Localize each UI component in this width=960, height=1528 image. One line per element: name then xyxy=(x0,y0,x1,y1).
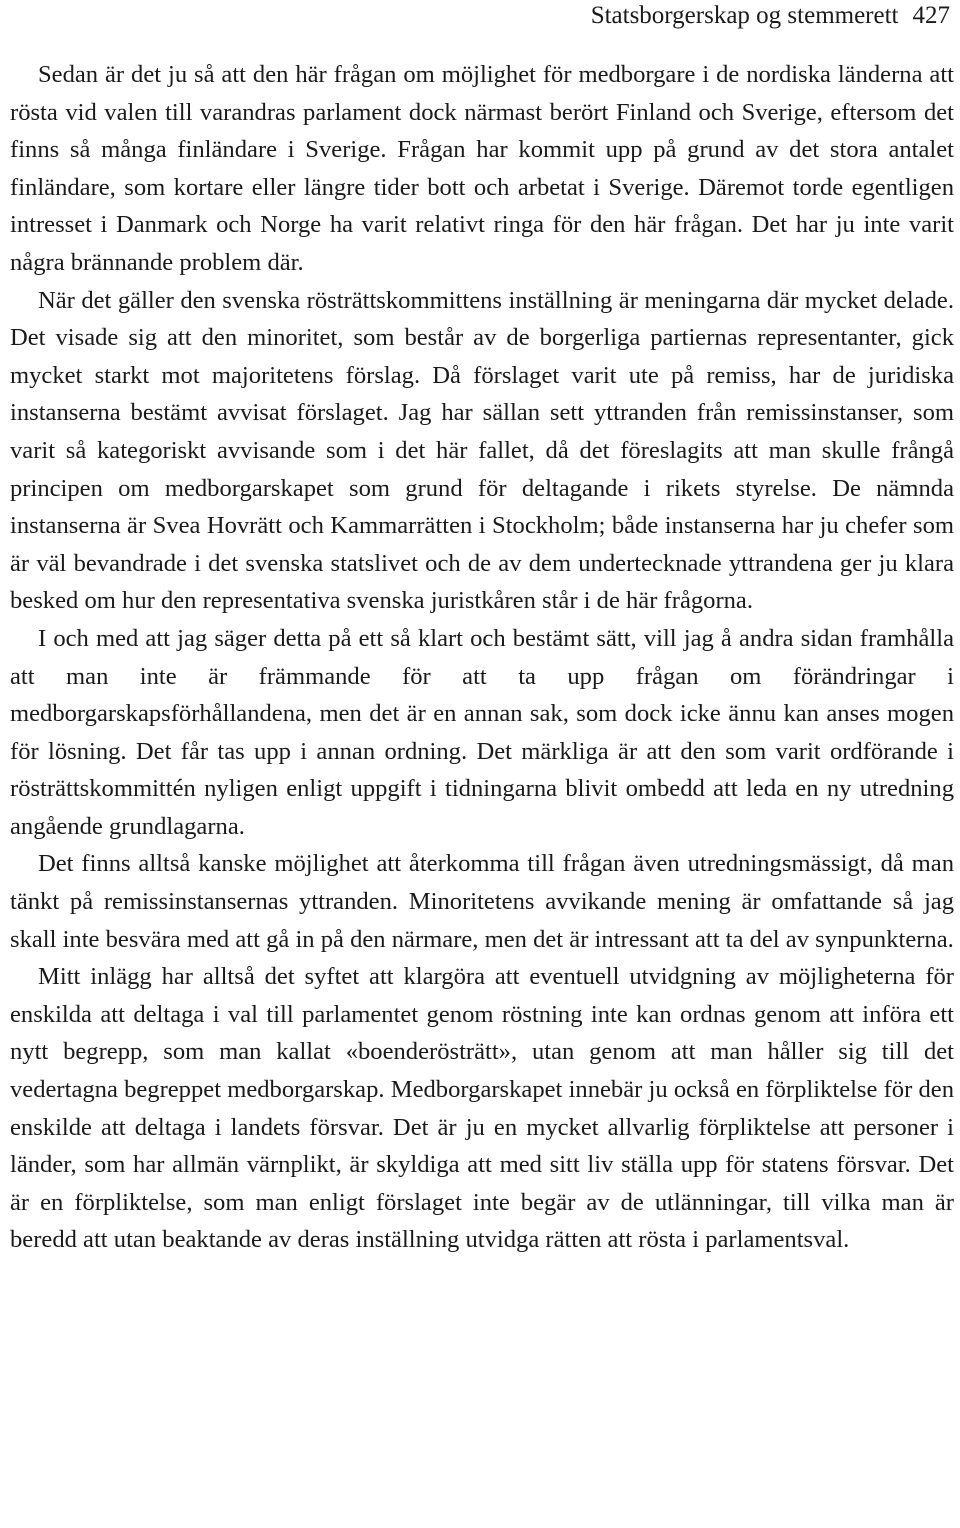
paragraph-5: Mitt inlägg har alltså det syftet att klargöra att eventuell utvidgning av möjligheterna för enskilda att deltaga i val till parlamentet genom röstning inte kan ordnas genom att införa ett nytt begrepp, som man kallat «boenderösträtt», utan genom att man håller sig till det vedertagna begreppet medborgarskap. Medborgarskapet innebär ju också en förpliktelse för den enskilde att deltaga i landets försvar. Det är ju en mycket allvarlig förpliktelse att personer i länder, som har allmän värnplikt, är skyldiga att med sitt liv ställa upp för statens försvar. Det är en förpliktelse, som man enligt förslaget inte begär av de utlänningar, till vilka man är beredd att utan beaktande av deras inställning utvidga rätten att rösta i parlamentsval. xyxy=(10,963,954,1254)
running-header xyxy=(591,0,950,32)
running-title: Statsborgerskap og stemmerett xyxy=(590,2,899,29)
paragraph-3: I och med att jag säger detta på ett så klart och bestämt sätt, vill jag å andra sidan framhålla att man inte är främmande för att ta upp frågan om förändringar i medborgarskapsförhållandena, men det är en annan sak, som dock icke ännu kan anses mogen för lösning. Det får tas upp i annan ordning. Det märkliga är att den som varit ordförande i rösträttskommittén nyligen enligt uppgift i tidningarna blivit ombedd att leda en ny utredning angående grundlagarna. xyxy=(10,624,954,840)
paragraph-2: När det gäller den svenska rösträttskommittens inställning är meningarna där mycket delade. Det visade sig att den minoritet, som består av de borgerliga partiernas representanter, gick mycket starkt mot majoritetens förslag. Då förslaget varit ute på remiss, har de juridiska instanserna bestämt avvisat förslaget. Jag har sällan sett yttranden från remissinstanser, som varit så kategoriskt avvisande som i det här fallet, då det föreslagits att man skulle frångå principen om medborgarskapet som grund för deltagande i rikets styrelse. De nämnda instanserna är Svea Hovrätt och Kammarrätten i Stockholm; både instanserna har ju chefer som är väl bevandrade i det svenska statslivet och de av dem undertecknade yttrandena ger ju klara besked om hur den representativa svenska juristkåren står i de här frågorna. xyxy=(10,286,954,615)
body-text xyxy=(10,56,954,1259)
paragraph-4: Det finns alltså kanske möjlighet att återkomma till frågan även utredningsmässigt, då man tänkt på remissinstansernas yttranden. Minoritetens avvikande mening är omfattande så jag skall inte besvära med att gå in på den närmare, men det är intressant att ta del av synpunkterna. xyxy=(10,850,954,953)
paragraph-1: Sedan är det ju så att den här frågan om möjlighet för medborgare i de nordiska länderna att rösta vid valen till varandras parlament dock närmast berört Finland och Sverige, eftersom det finns så många finländare i Sverige. Frågan har kommit upp på grund av det stora antalet finländare, som kortare eller längre tider bott och arbetat i Sverige. Däremot torde egentligen intresset i Danmark och Norge ha varit relativt ringa för den här frågan. Det har ju inte varit några brännande problem där. xyxy=(10,61,954,276)
page-number: 427 xyxy=(912,2,950,29)
